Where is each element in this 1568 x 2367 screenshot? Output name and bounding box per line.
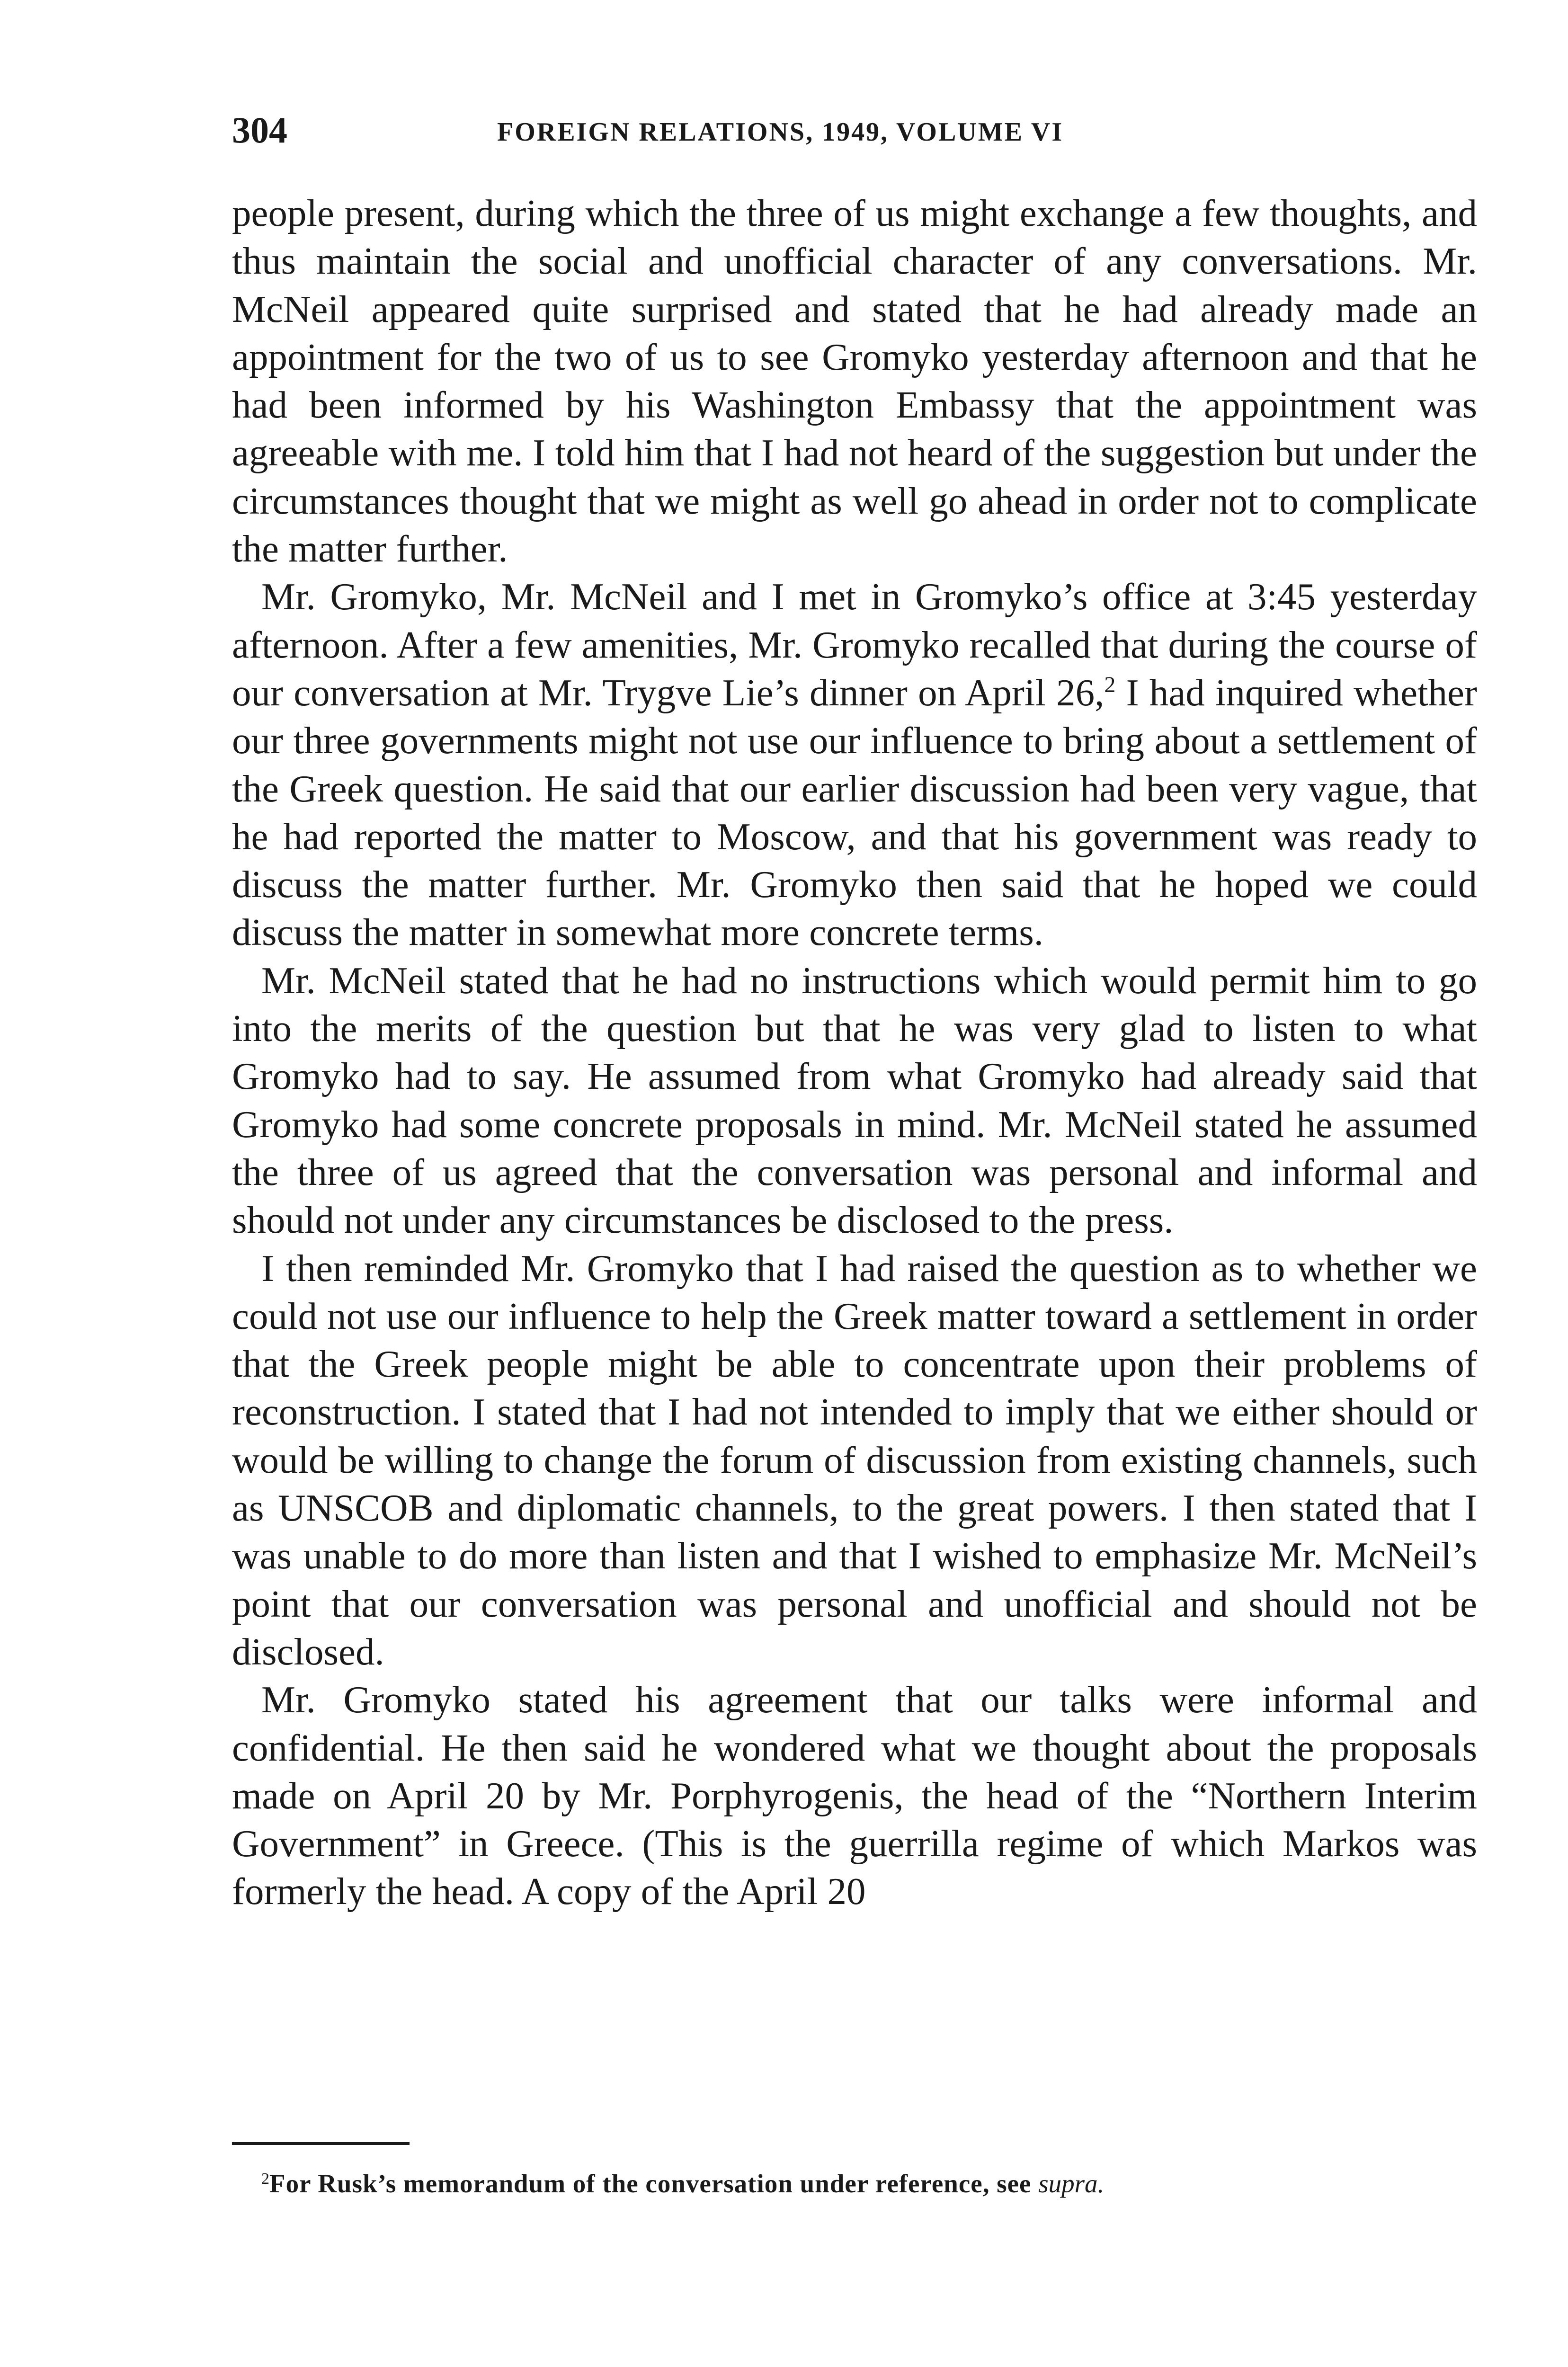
footnote-divider: [232, 2142, 410, 2145]
footnote-emphasis: supra.: [1038, 2169, 1105, 2198]
footnote-reference: 2: [1104, 672, 1116, 697]
page-number: 304: [232, 109, 287, 151]
paragraph-5: Mr. Gromyko stated his agreement that our talks were informal and confidential. He then said he wondered what we thought about the proposals made on April 20 by Mr. Porphyrogenis, the head of the “Northern Interim Government” in Greece. (This is the guerrilla regime of which Markos was formerly the head. A copy of the April 20: [232, 1678, 1477, 1913]
running-title: FOREIGN RELATIONS, 1949, VOLUME VI: [497, 117, 1064, 147]
body-text: [232, 189, 1477, 1916]
running-head: [232, 107, 1477, 159]
footnote-text: For Rusk’s memorandum of the conversation under reference, see: [269, 2169, 1039, 2198]
paragraph-1: people present, during which the three of us might exchange a few thoughts, and thus maintain the social and unofficial character of any conversations. Mr. McNeil appeared quite surprised and stated that he had already made an appointment for the two of us to see Gromyko yesterday afternoon and that he had been informed by his Washington Embassy that the appointment was agreeable with me. I told him that I had not heard of the suggestion but under the circumstances thought that we might as well go ahead in order not to complicate the matter further.: [232, 192, 1477, 570]
footnote-marker: 2: [261, 2170, 269, 2188]
paragraph-2: [232, 573, 1477, 956]
paragraph-3: Mr. McNeil stated that he had no instructions which would permit him to go into the merits of the question but that he was very glad to listen to what Gromyko had to say. He assumed from what Gromyko had already said that Gromyko had some concrete proposals in mind. Mr. McNeil stated he assumed the three of us agreed that the conversation was personal and informal and should not under any circumstances be disclosed to the press.: [232, 959, 1477, 1242]
footnote: [261, 2162, 1445, 2200]
paragraph-2-text-a: Mr. Gromyko, Mr. McNeil and I met in Gromyko’s office at 3:45 yesterday afternoon. After a few amenities, Mr. Gromyko recalled that during the course of our conversation at Mr. Trygve Lie’s dinner on April 26,: [232, 575, 1477, 714]
paragraph-4: I then reminded Mr. Gromyko that I had raised the question as to whether we could not use our influence to help the Greek matter toward a settlement in order that the Greek people might be able to concentrate upon their problems of reconstruction. I stated that I had not intended to imply that we either should or would be willing to change the forum of discussion from existing channels, such as UNSCOB and diplomatic channels, to the great powers. I then stated that I was unable to do more than listen and that I wished to emphasize Mr. McNeil’s point that our conversation was personal and unofficial and should not be disclosed.: [232, 1246, 1477, 1673]
paragraph-2-text-b: I had inquired whether our three governments might not use our influence to bring about a settlement of the Greek question. He said that our earlier discussion had been very vague, that he had reported the matter to Moscow, and that his government was ready to discuss the matter further. Mr. Gromyko then said that he hoped we could discuss the matter in somewhat more concrete terms.: [232, 671, 1477, 954]
